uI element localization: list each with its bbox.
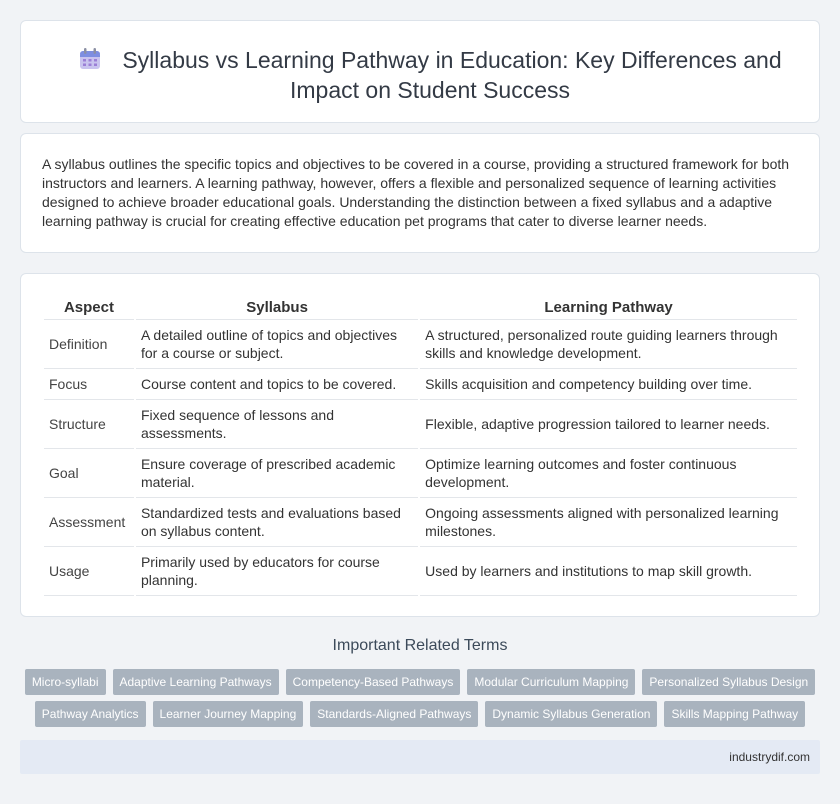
comparison-card xyxy=(20,273,820,617)
header-learning-pathway: Learning Pathway xyxy=(420,296,797,320)
cell-aspect: Goal xyxy=(44,449,134,498)
cell-pathway: Optimize learning outcomes and foster continuous development. xyxy=(420,449,797,498)
cell-pathway: Skills acquisition and competency building over time. xyxy=(420,369,797,400)
header-aspect: Aspect xyxy=(44,296,134,320)
header-syllabus: Syllabus xyxy=(136,296,418,320)
cell-pathway: Flexible, adaptive progression tailored to learner needs. xyxy=(420,400,797,449)
intro-card xyxy=(20,133,820,253)
table-row xyxy=(44,547,797,596)
comparison-table xyxy=(42,296,799,596)
cell-pathway: Ongoing assessments aligned with personalized learning milestones. xyxy=(420,498,797,547)
related-term-tag[interactable]: Adaptive Learning Pathways xyxy=(113,669,279,695)
cell-syllabus: Course content and topics to be covered. xyxy=(136,369,418,400)
cell-syllabus: Fixed sequence of lessons and assessments. xyxy=(136,400,418,449)
related-term-tag[interactable]: Skills Mapping Pathway xyxy=(664,701,805,727)
related-term-tag[interactable]: Micro-syllabi xyxy=(25,669,106,695)
page-title xyxy=(61,45,799,105)
related-term-tag[interactable]: Standards-Aligned Pathways xyxy=(310,701,478,727)
related-term-tag[interactable]: Learner Journey Mapping xyxy=(153,701,304,727)
cell-syllabus: Ensure coverage of prescribed academic material. xyxy=(136,449,418,498)
table-row xyxy=(44,369,797,400)
table-header-row xyxy=(44,296,797,320)
related-term-tag[interactable]: Personalized Syllabus Design xyxy=(642,669,815,695)
related-terms-title: Important Related Terms xyxy=(332,637,508,654)
cell-aspect: Usage xyxy=(44,547,134,596)
page-title-text: Syllabus vs Learning Pathway in Education: Key Differences and Impact on Student Success xyxy=(122,47,782,103)
footer-site-link[interactable]: industrydif.com xyxy=(729,750,810,764)
table-row xyxy=(44,449,797,498)
table-row xyxy=(44,498,797,547)
title-wrap xyxy=(61,45,799,105)
related-term-tag[interactable]: Competency-Based Pathways xyxy=(286,669,461,695)
calendar-icon xyxy=(78,47,102,71)
related-terms-list xyxy=(20,669,820,727)
cell-pathway: A structured, personalized route guiding learners through skills and knowledge development. xyxy=(420,320,797,369)
table-row xyxy=(44,320,797,369)
cell-aspect: Structure xyxy=(44,400,134,449)
related-term-tag[interactable]: Dynamic Syllabus Generation xyxy=(485,701,657,727)
cell-aspect: Definition xyxy=(44,320,134,369)
cell-syllabus: A detailed outline of topics and objectives for a course or subject. xyxy=(136,320,418,369)
cell-syllabus: Standardized tests and evaluations based on syllabus content. xyxy=(136,498,418,547)
table-row xyxy=(44,400,797,449)
cell-syllabus: Primarily used by educators for course planning. xyxy=(136,547,418,596)
cell-pathway: Used by learners and institutions to map skill growth. xyxy=(420,547,797,596)
related-term-tag[interactable]: Pathway Analytics xyxy=(35,701,146,727)
cell-aspect: Assessment xyxy=(44,498,134,547)
intro-paragraph: A syllabus outlines the specific topics and objectives to be covered in a course, providing a structured framework for both instructors and learners. A learning pathway, however, offers a flexible and personalized sequence of learning activities designed to achieve broader educational goals. Understanding the distinction between a fixed syllabus and a adaptive learning pathway is crucial for creating effective education pet programs that cater to diverse learner needs. xyxy=(42,156,790,229)
related-term-tag[interactable]: Modular Curriculum Mapping xyxy=(467,669,635,695)
cell-aspect: Focus xyxy=(44,369,134,400)
footer xyxy=(20,740,820,774)
header-card xyxy=(20,20,820,123)
